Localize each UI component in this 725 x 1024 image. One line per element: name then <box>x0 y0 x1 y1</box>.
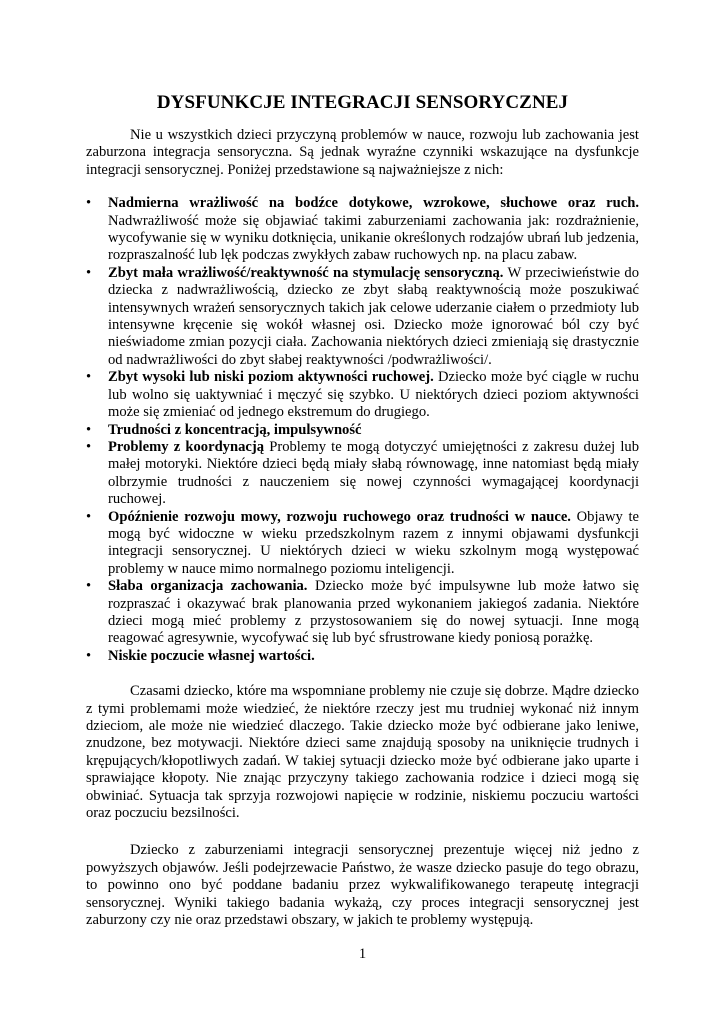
list-item-text: Problemy te mogą dotyczyć umiejętności z zakresu dużej lub małej motoryki. Niektóre dzieci będą miały słabą równowagę, inne natomiast będą miały olbrzymie trudności z nauczeniem się nowej czynności wymagającej koordynacji ruchowej. <box>108 438 639 508</box>
bullet-icon: • <box>86 369 92 386</box>
document-title: DYSFUNKCJE INTEGRACJI SENSORYCZNEJ <box>156 92 569 113</box>
list-item <box>86 422 639 439</box>
body-paragraph: Czasami dziecko, które ma wspomniane problemy nie czuje się dobrze. Mądre dziecko z tymi problemami może wiedzieć, że niektóre rzeczy jest mu trudniej wykonać niż innym dzieciom, ale może nie wiedzieć dlaczego. Takie dziecko może być odbierane jako leniwe, znudzone, bez motywacji. Niektóre dzieci same znajdują sposoby na uniknięcie trudnych i krępujących/kłopotliwych zadań. W takiej sytuacji dziecko może być odbierane jako uparte i sprawiające kłopoty. Nie znając przyczyny takiego zachowania rodzice i dzieci mogą się obwiniać. Sytuacja tak sprzyja rozwojowi napięcie w rodzinie, niskiemu poczuciu wartości oraz poczuciu bezsilności. <box>86 683 639 822</box>
list-item <box>86 648 639 665</box>
list-item <box>86 509 639 579</box>
bullet-icon: • <box>86 264 92 281</box>
body-paragraph: Dziecko z zaburzeniami integracji sensorycznej prezentuje więcej niż jedno z powyższych objawów. Jeśli podejrzewacie Państwo, że wasze dziecko pasuje do tego obrazu, to powinno ono być poddane badaniu przez wykwalifikowanego terapeutę integracji sensorycznej. Wyniki takiego badania wykażą, czy proces integracji sensorycznej jest zaburzony czy nie oraz przedstawi obszary, w jakich te problemy występują. <box>86 842 639 929</box>
list-item <box>86 265 639 369</box>
list-item-heading: Zbyt wysoki lub niski poziom aktywności ruchowej. <box>108 369 434 386</box>
symptom-list <box>86 195 639 665</box>
list-item-heading: Trudności z koncentracją, impulsywność <box>108 421 362 438</box>
list-item-heading: Nadmierna wrażliwość na bodźce dotykowe, wzrokowe, słuchowe oraz ruch. <box>108 195 639 212</box>
list-item-text: Nadwrażliwość może się objawiać takimi zaburzeniami zachowania jak: rozdrażnienie, wycofywanie się w wyniku dotknięcia, unikanie określonych rodzajów ubrań lub jedzenia, rozpraszalność lub lęk podczas zwykłych zabaw ruchowych np. na placu zabaw. <box>108 212 639 264</box>
page-number: 1 <box>358 946 367 962</box>
list-item-text: Dziecko może być ciągle w ruchu lub wolno się uaktywniać i męczyć się szybko. U niektórych dzieci poziom aktywności może się zmieniać od jednego ekstremum do drugiego. <box>108 369 639 421</box>
list-item-heading: Problemy z koordynacją <box>108 438 265 455</box>
list-item <box>86 369 639 421</box>
list-item-text: Dziecko może być impulsywne lub może łatwo się rozpraszać i okazywać brak planowania przed wykonaniem jakiegoś zadania. Niektóre dzieci mogą mieć problemy z przystosowaniem się do nowej sytuacji. Inne mogą reagować agresywnie, wycofywać się lub być sfrustrowane kiedy poniosą porażkę. <box>108 578 639 647</box>
list-item-heading: Słaba organizacja zachowania. <box>108 578 308 595</box>
bullet-icon: • <box>86 195 92 212</box>
list-item <box>86 439 639 509</box>
list-item <box>86 578 639 648</box>
bullet-icon: • <box>86 508 92 525</box>
list-item <box>86 195 639 265</box>
list-item-heading: Niskie poczucie własnej wartości. <box>108 647 315 664</box>
bullet-icon: • <box>86 421 92 438</box>
list-item-heading: Zbyt mała wrażliwość/reaktywność na stymulację sensoryczną. <box>108 264 504 281</box>
bullet-icon: • <box>86 647 92 664</box>
intro-paragraph: Nie u wszystkich dzieci przyczyną problemów w nauce, rozwoju lub zachowania jest zaburzona integracja sensoryczna. Są jednak wyraźne czynniki wskazujące na dysfunkcje integracji sensorycznej. Poniżej przedstawione są najważniejsze z nich: <box>86 127 639 178</box>
list-item-heading: Opóźnienie rozwoju mowy, rozwoju ruchowego oraz trudności w nauce. <box>108 508 571 525</box>
document-body <box>86 127 639 929</box>
bullet-icon: • <box>86 438 92 455</box>
list-item-text: Objawy te mogą być widoczne w wieku przedszkolnym razem z innymi objawami dysfunkcji integracji sensorycznej. U niektórych dzieci w wieku szkolnym mogą występować problemy w nauce mimo normalnego poziomu inteligencji. <box>108 508 639 577</box>
list-item-text: W przeciwieństwie do dziecka z nadwrażliwością, dziecko ze zbyt słabą reaktywnością może poszukiwać intensywnych wrażeń sensorycznych takich jak celowe uderzanie ciałem o przedmioty lub intensywne kręcenie się wokół własnej osi. Dziecko może ignorować ból czy być nieświadome zmian pozycji ciała. Zachowania niektórych dzieci zmieniają się drastycznie od nadwrażliwości do zbyt słabej reaktywności /podwrażliwości/. <box>108 264 639 368</box>
bullet-icon: • <box>86 578 92 595</box>
